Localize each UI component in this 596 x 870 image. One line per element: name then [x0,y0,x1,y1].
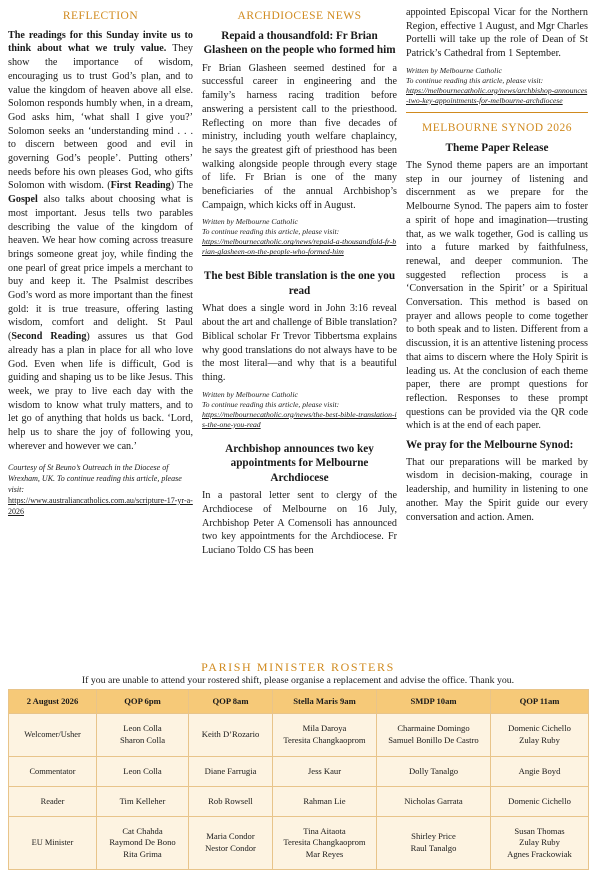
roster-cell [273,714,377,757]
minister-name: Shirley Price [411,831,456,842]
roster-cell [377,714,491,757]
archdiocese-column [202,0,397,558]
roster-mass-header: QOP 11am [491,690,589,714]
minister-name: Samuel Bonillo De Castro [388,735,479,745]
article-byline: Written by Melbourne Catholic [202,389,298,399]
minister-name: Rob Rowsell [208,795,253,806]
minister-name: Raymond De Bono [109,837,176,848]
roster-date-header: 2 August 2026 [9,690,97,714]
minister-name: Jess Kaur [307,765,342,776]
minister-name: Nestor Condor [205,843,256,853]
article-continue: To continue reading this article, please visit: [202,399,340,409]
reflection-column [8,0,193,517]
roster-cell [189,817,273,870]
roster-mass-header: SMDP 10am [377,690,491,714]
roster-cell [97,714,189,757]
archdiocese-heading: ARCHDIOCESE NEWS [237,10,362,22]
synod-heading: MELBOURNE SYNOD 2026 [406,112,588,141]
roster-table [8,689,589,870]
minister-name: Domenic Cichello [508,723,571,734]
roster-cell [97,817,189,870]
minister-name: Keith D’Rozario [201,729,260,740]
minister-name: Domenic Cichello [508,795,571,806]
roster-cell [273,757,377,787]
article-body: What does a single word in John 3:16 reveal about the art and challenge of Bible translation? Biblical scholar Fr Trevor Tibbertsma explains why good translations do not always have to be the most literal—and why that is a beautiful thing. [202,303,397,383]
roster-role: Reader [9,787,97,817]
reflection-body [8,29,193,454]
article-link[interactable]: https://melbournecatholic.org/news/archbishop-announces-two-key-appointments-for-melbourne-archdiocese [406,85,588,105]
synod-prayer-body: That our preparations will be marked by wisdom in decision-making, courage in leadership, and humility in listening to one another. May the Spirit guide our every conversation and action. Amen. [406,456,588,523]
roster-mass-header: QOP 8am [189,690,273,714]
reflection-text-2: ) The [170,180,193,192]
roster-cell [377,757,491,787]
minister-name: Tina Aitaota [303,825,346,836]
table-row [9,714,589,757]
rosters-note: If you are unable to attend your rostered shift, please organise a replacement and advise the office. Thank you. [81,675,515,686]
synod-title: Theme Paper Release [445,141,549,154]
minister-name: Charmaine Domingo [397,723,470,734]
minister-name: Sharon Colla [119,735,166,745]
roster-role: Welcomer/Usher [9,714,97,757]
article-byline: Written by Melbourne Catholic [202,217,298,227]
reflection-link[interactable]: https://www.australiancatholics.com.au/scripture-17-yr-a-2026 [8,495,193,516]
synod-prayer-title: We pray for the Melbourne Synod: [406,439,574,452]
article-title: The best Bible translation is the one you read [203,270,396,297]
minister-name: Angie Boyd [518,765,561,776]
gospel-label: Gospel [8,194,38,206]
minister-name: Leon Colla [123,765,162,776]
article-link[interactable]: https://melbournecatholic.org/news/repaid-a-thousandfold-fr-brian-glasheen-on-the-people-who-formed-him [202,237,397,257]
first-reading-label: First Reading [110,180,171,192]
roster-cell [491,787,589,817]
roster-cell [273,787,377,817]
minister-name: Mila Daroya [302,723,347,734]
article-title: Archbishop announces two key appointments for Melbourne Archdiocese [225,442,374,484]
minister-name: Diane Farrugia [204,765,257,776]
rosters-section [8,660,588,870]
roster-cell [491,817,589,870]
minister-name: Zulay Ruby [519,735,560,745]
minister-name: Dolly Tanalgo [408,765,459,776]
article-title: Repaid a thousandfold: Fr Brian Glasheen on the people who formed him [203,29,396,57]
synod-body: The Synod theme papers are an important step in our journey of listening and discernment as we prepare for the Melbourne Synod. The papers aim to foster a spirit of hope and imagination—trusting that, as we walk together, God is calling us into a future marked by faithfulness, renewal, and deeper communion. The suggested reflection process is a ‘Conversation in the Spirit’ or a Spiritual Conversation. This method is based on prayer and allows people to come together to both speak and to listen. Different from a discussion, it is an attentive listening process that aims to discern where the Holy Spirit is leading us. At the conclusion of each theme paper, there are prompt questions for reflection. Responses to these prompt questions can be provided via the QR code which is at the end of each paper. [406,160,588,432]
reflection-heading: REFLECTION [62,10,139,22]
roster-role: Commentator [9,757,97,787]
article-body-continued: appointed Episcopal Vicar for the Northern Region, effective 1 August, and Mgr Charles Portelli will take up the role of Dean of St Patrick’s Cathedral from 1 September. [406,7,588,60]
roster-cell [491,714,589,757]
rosters-heading: PARISH MINISTER ROSTERS [201,660,395,674]
roster-cell [189,757,273,787]
table-row [9,787,589,817]
table-row [9,817,589,870]
roster-role: EU Minister [9,817,97,870]
reflection-text-3: also talks about choosing what is most important. Jesus tells two parables describing the value of the kingdom of heaven. We hear how coming across treasure brings someone great joy, while finding the one pearl of great price impels a merchant to buy and keep it. The Psalmist describes God’s word as more important than the finest gold: it is true treasure, offering lasting wisdom, comfort and delight. St Paul ( [8,194,193,343]
article-continue: To continue reading this article, please visit: [202,227,340,237]
article-body: Fr Brian Glasheen seemed destined for a successful career in engineering and the family’s harness racing tradition before answering a persistent call to the priesthood. Reflecting on more than five decades of ministry, including youth welfare chaplaincy, he says the greatest gift of priesthood has been walking alongside people through every stage of life. Fr Brian is one of the many beneficiaries of the annual Archbishop’s Campaign, which kicks off in August. [202,62,397,211]
roster-cell [189,714,273,757]
article-byline: Written by Melbourne Catholic [406,65,502,75]
article-link[interactable]: https://melbournecatholic.org/news/the-best-bible-translation-is-the-one-you-read [202,409,397,429]
reflection-text-4: ) assures us that God already has a plan in place for all who love God. Even when life is difficult, God is guiding and shaping us to be like Jesus. This week, we pray to live each day with the wisdom to know what truly matters, and to let go of anything that holds us back. ‘Lord, help us to share the joy of following you, wherever and however we can.’ [8,331,193,452]
reflection-courtesy: Courtesy of St Beuno’s Outreach in the Diocese of Wrexham, UK. To continue reading this article, please visit: [8,462,182,494]
minister-name: Zulay Ruby [519,837,560,848]
article-continue: To continue reading this article, please visit: [406,75,544,85]
reflection-text-1: They show the importance of wisdom, encouraging us to trust God’s plan, and to value the kingdom of heaven above all else. Solomon responds humbly when, in a dream, God asks him, ‘what shall I give you?’ Solomon seeks an ‘understanding mind . . . to discern between good and evil in governing God’s people’. Putting others’ needs before his own pleases God, who gifts Solomon with wisdom. ( [8,43,193,192]
roster-cell [273,817,377,870]
roster-cell [97,757,189,787]
minister-name: Raul Tanalgo [410,843,457,853]
roster-mass-header: Stella Maris 9am [273,690,377,714]
reflection-lead: The readings for this Sunday invite us to think about what we truly value. [8,29,193,55]
minister-name: Maria Condor [206,831,255,842]
minister-name: Rita Grima [123,848,162,859]
synod-column [406,0,588,524]
minister-name: Tim Kelleher [119,795,166,806]
roster-cell [491,757,589,787]
minister-name: Mar Reyes [305,848,344,859]
minister-name: Nicholas Garrata [404,795,463,806]
minister-name: Leon Colla [123,723,162,734]
second-reading-label: Second Reading [11,331,87,343]
roster-header-row [9,690,589,714]
roster-mass-header: QOP 6pm [97,690,189,714]
table-row [9,757,589,787]
minister-name: Susan Thomas [514,825,565,836]
minister-name: Agnes Frackowiak [507,848,572,859]
minister-name: Cat Chahda [122,825,163,836]
roster-cell [377,817,491,870]
article-body: In a pastoral letter sent to clergy of the Archdiocese of Melbourne on 16 July, Archbishop Peter A Comensoli has announced two key appointments for the Archdiocese. Fr Luciano Toldo CS has been [202,490,397,556]
roster-cell [97,787,189,817]
minister-name: Teresita Changkaoprom [283,837,366,848]
roster-cell [377,787,491,817]
minister-name: Teresita Changkaoprom [283,735,366,745]
roster-cell [189,787,273,817]
minister-name: Rahman Lie [303,795,346,806]
